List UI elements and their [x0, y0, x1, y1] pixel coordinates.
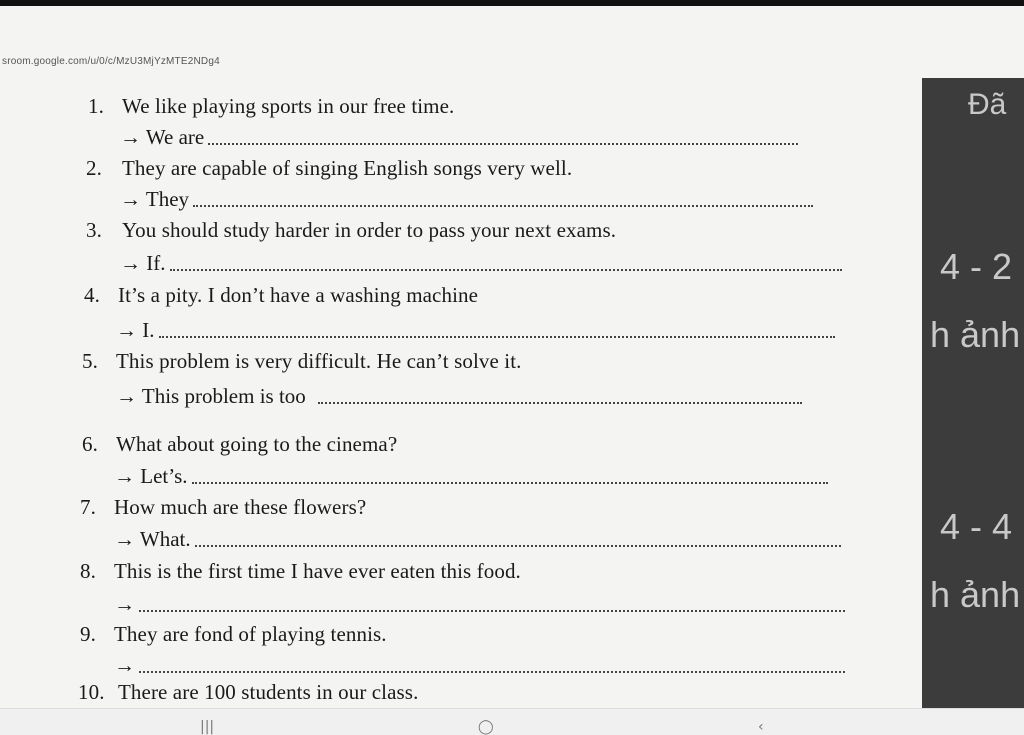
- answer-blank[interactable]: [193, 205, 813, 207]
- question-9: [80, 622, 387, 647]
- answer-line-3[interactable]: [120, 251, 842, 276]
- answer-prefix: → What.: [114, 527, 191, 551]
- answer-blank[interactable]: [159, 336, 835, 338]
- question-number: 3.: [86, 218, 102, 242]
- side-panel-text-2: 4 - 2: [940, 246, 1013, 287]
- answer-line-5[interactable]: [116, 384, 802, 409]
- question-number: 10.: [78, 680, 105, 704]
- answer-prefix: → Let’s.: [114, 464, 188, 488]
- answer-line-8[interactable]: [114, 592, 845, 617]
- recent-apps-icon[interactable]: |||: [200, 719, 215, 735]
- answer-prefix: → This problem is too: [116, 384, 306, 408]
- question-text: You should study harder in order to pass your next exams.: [122, 218, 617, 242]
- question-number: 6.: [82, 432, 98, 456]
- question-text: We like playing sports in our free time.: [122, 94, 455, 118]
- question-text: What about going to the cinema?: [116, 432, 398, 456]
- question-5: [82, 349, 521, 374]
- answer-prefix: →: [114, 653, 135, 677]
- back-icon[interactable]: ‹: [758, 719, 764, 735]
- question-6: [82, 432, 397, 457]
- answer-line-9[interactable]: [114, 653, 845, 678]
- question-number: 2.: [86, 156, 102, 180]
- answer-blank[interactable]: [139, 610, 845, 612]
- question-number: 1.: [88, 94, 104, 118]
- question-number: 5.: [82, 349, 98, 373]
- answer-prefix: →: [114, 592, 135, 616]
- side-panel-text-4: 4 - 4: [940, 506, 1013, 547]
- question-text: This is the first time I have ever eaten this food.: [114, 559, 521, 583]
- url-text: sroom.google.com/u/0/c/MzU3MjYzMTE2NDg4: [2, 56, 220, 67]
- question-8: [80, 559, 521, 584]
- home-icon[interactable]: ◯: [478, 719, 494, 735]
- answer-line-4[interactable]: [116, 318, 835, 343]
- side-panel: [922, 78, 1024, 708]
- question-text: There are 100 students in our class.: [118, 680, 419, 704]
- side-panel-text-5: h ảnh: [930, 574, 1021, 615]
- question-number: 8.: [80, 559, 96, 583]
- question-text: How much are these flowers?: [114, 495, 367, 519]
- navigation-bar: [0, 708, 1024, 735]
- question-1: [88, 94, 454, 119]
- question-4: [84, 283, 478, 308]
- answer-blank[interactable]: [139, 671, 845, 673]
- answer-prefix: → I.: [116, 318, 155, 342]
- side-panel-text-1: Đã: [968, 88, 1007, 121]
- answer-blank[interactable]: [192, 482, 828, 484]
- side-panel-text-3: h ảnh: [930, 314, 1021, 355]
- answer-blank[interactable]: [318, 402, 802, 404]
- question-7: [80, 495, 366, 520]
- answer-prefix: → They: [120, 187, 190, 211]
- question-text: They are fond of playing tennis.: [114, 622, 387, 646]
- question-number: 7.: [80, 495, 96, 519]
- question-text: They are capable of singing English songs very well.: [122, 156, 573, 180]
- answer-line-6[interactable]: [114, 464, 828, 489]
- question-3: [86, 218, 616, 243]
- answer-blank[interactable]: [208, 143, 798, 145]
- answer-prefix: → If.: [120, 251, 166, 275]
- question-number: 9.: [80, 622, 96, 646]
- question-text: It’s a pity. I don’t have a washing machine: [118, 283, 479, 307]
- answer-blank[interactable]: [195, 545, 841, 547]
- answer-prefix: → We are: [120, 125, 205, 149]
- answer-blank[interactable]: [170, 269, 842, 271]
- answer-line-7[interactable]: [114, 527, 841, 552]
- question-number: 4.: [84, 283, 100, 307]
- question-text: This problem is very difficult. He can’t solve it.: [116, 349, 522, 373]
- question-10: [78, 680, 418, 705]
- question-2: [86, 156, 572, 181]
- answer-line-2[interactable]: [120, 187, 813, 212]
- answer-line-1[interactable]: [120, 125, 798, 150]
